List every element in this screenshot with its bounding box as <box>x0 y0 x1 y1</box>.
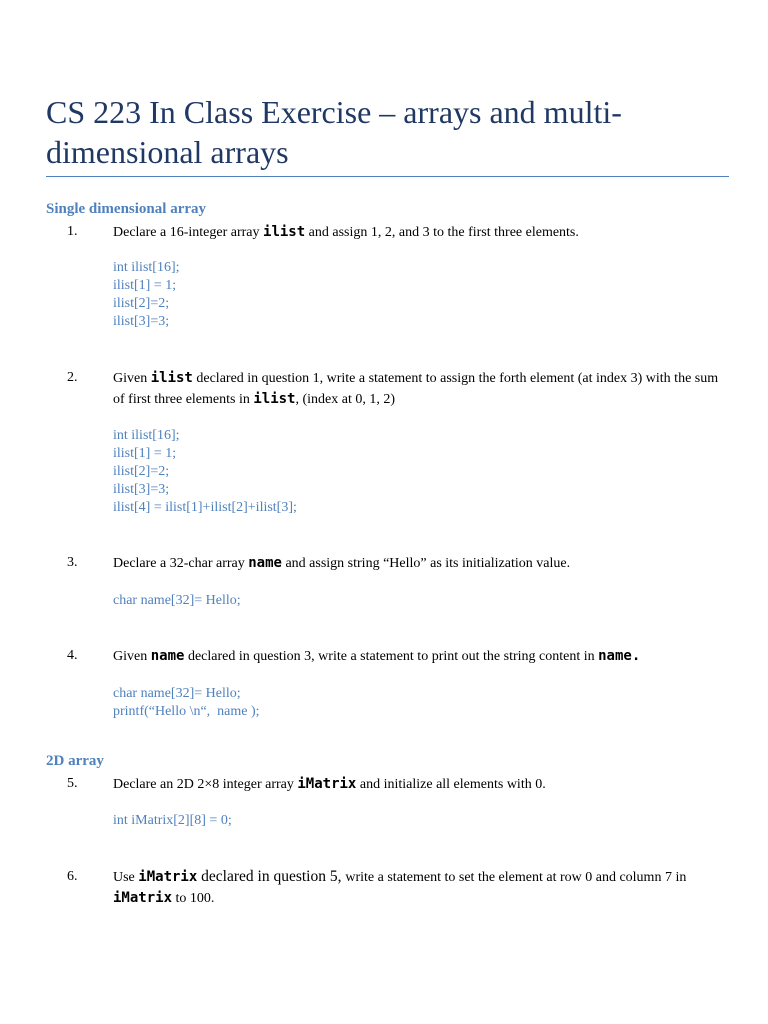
code-term: name <box>248 555 282 571</box>
title-divider <box>46 176 729 177</box>
question-number: 1. <box>67 224 78 239</box>
answer-5 <box>113 812 725 830</box>
question-text: Given name declared in question 3, write a statement to print out the string content in name. <box>113 648 641 664</box>
answer-2 <box>113 427 725 517</box>
code-line: ilist[3]=3; <box>113 314 170 329</box>
question-text: Declare an 2D 2×8 integer array iMatrix and initialize all elements with 0. <box>113 776 546 792</box>
code-line: ilist[1] = 1; <box>113 278 177 293</box>
answer-4 <box>113 685 725 721</box>
code-line: char name[32]= Hello; <box>113 686 241 701</box>
code-term: ilist <box>263 224 306 240</box>
code-term: ilist <box>253 391 296 407</box>
question-text: Declare a 16-integer array ilist and assign 1, 2, and 3 to the first three elements. <box>113 224 579 240</box>
code-line: int ilist[16]; <box>113 428 180 443</box>
code-line: ilist[4] = ilist[1]+ilist[2]+ilist[3]; <box>113 500 297 515</box>
code-line: int ilist[16]; <box>113 260 180 275</box>
answer-1 <box>113 259 725 331</box>
code-line: printf(“Hello \n“, name ); <box>113 704 260 719</box>
question-text: Given ilist declared in question 1, write a statement to assign the forth element (at index 3) with the sum of first three elements in ilist, (index at 0, 1, 2) <box>113 370 719 407</box>
code-term: name. <box>598 648 641 664</box>
code-line: ilist[3]=3; <box>113 482 170 497</box>
code-line: ilist[2]=2; <box>113 464 170 479</box>
answer-3 <box>113 592 725 610</box>
code-term: iMatrix <box>297 776 357 792</box>
section-heading-single: Single dimensional array <box>46 201 207 217</box>
code-line: int iMatrix[2][8] = 0; <box>113 813 232 828</box>
question-number: 6. <box>67 869 78 884</box>
question-text: Use iMatrix declared in question 5, write a statement to set the element at row 0 and column 7 in iMatrix to 100. <box>113 868 687 906</box>
question-number: 4. <box>67 648 78 663</box>
question-number: 2. <box>67 370 78 385</box>
page-title: CS 223 In Class Exercise – arrays and multi-dimensional arrays <box>46 94 622 170</box>
code-line: char name[32]= Hello; <box>113 593 241 608</box>
question-number: 5. <box>67 776 78 791</box>
question-number: 3. <box>67 555 78 570</box>
code-line: ilist[1] = 1; <box>113 446 177 461</box>
code-term: iMatrix <box>113 890 173 906</box>
question-text: Declare a 32-char array name and assign string “Hello” as its initialization value. <box>113 555 571 571</box>
code-term: name <box>150 648 185 664</box>
code-line: ilist[2]=2; <box>113 296 170 311</box>
code-term: ilist <box>150 370 193 386</box>
code-term: iMatrix <box>138 869 198 885</box>
section-heading-2d: 2D array <box>46 753 104 769</box>
